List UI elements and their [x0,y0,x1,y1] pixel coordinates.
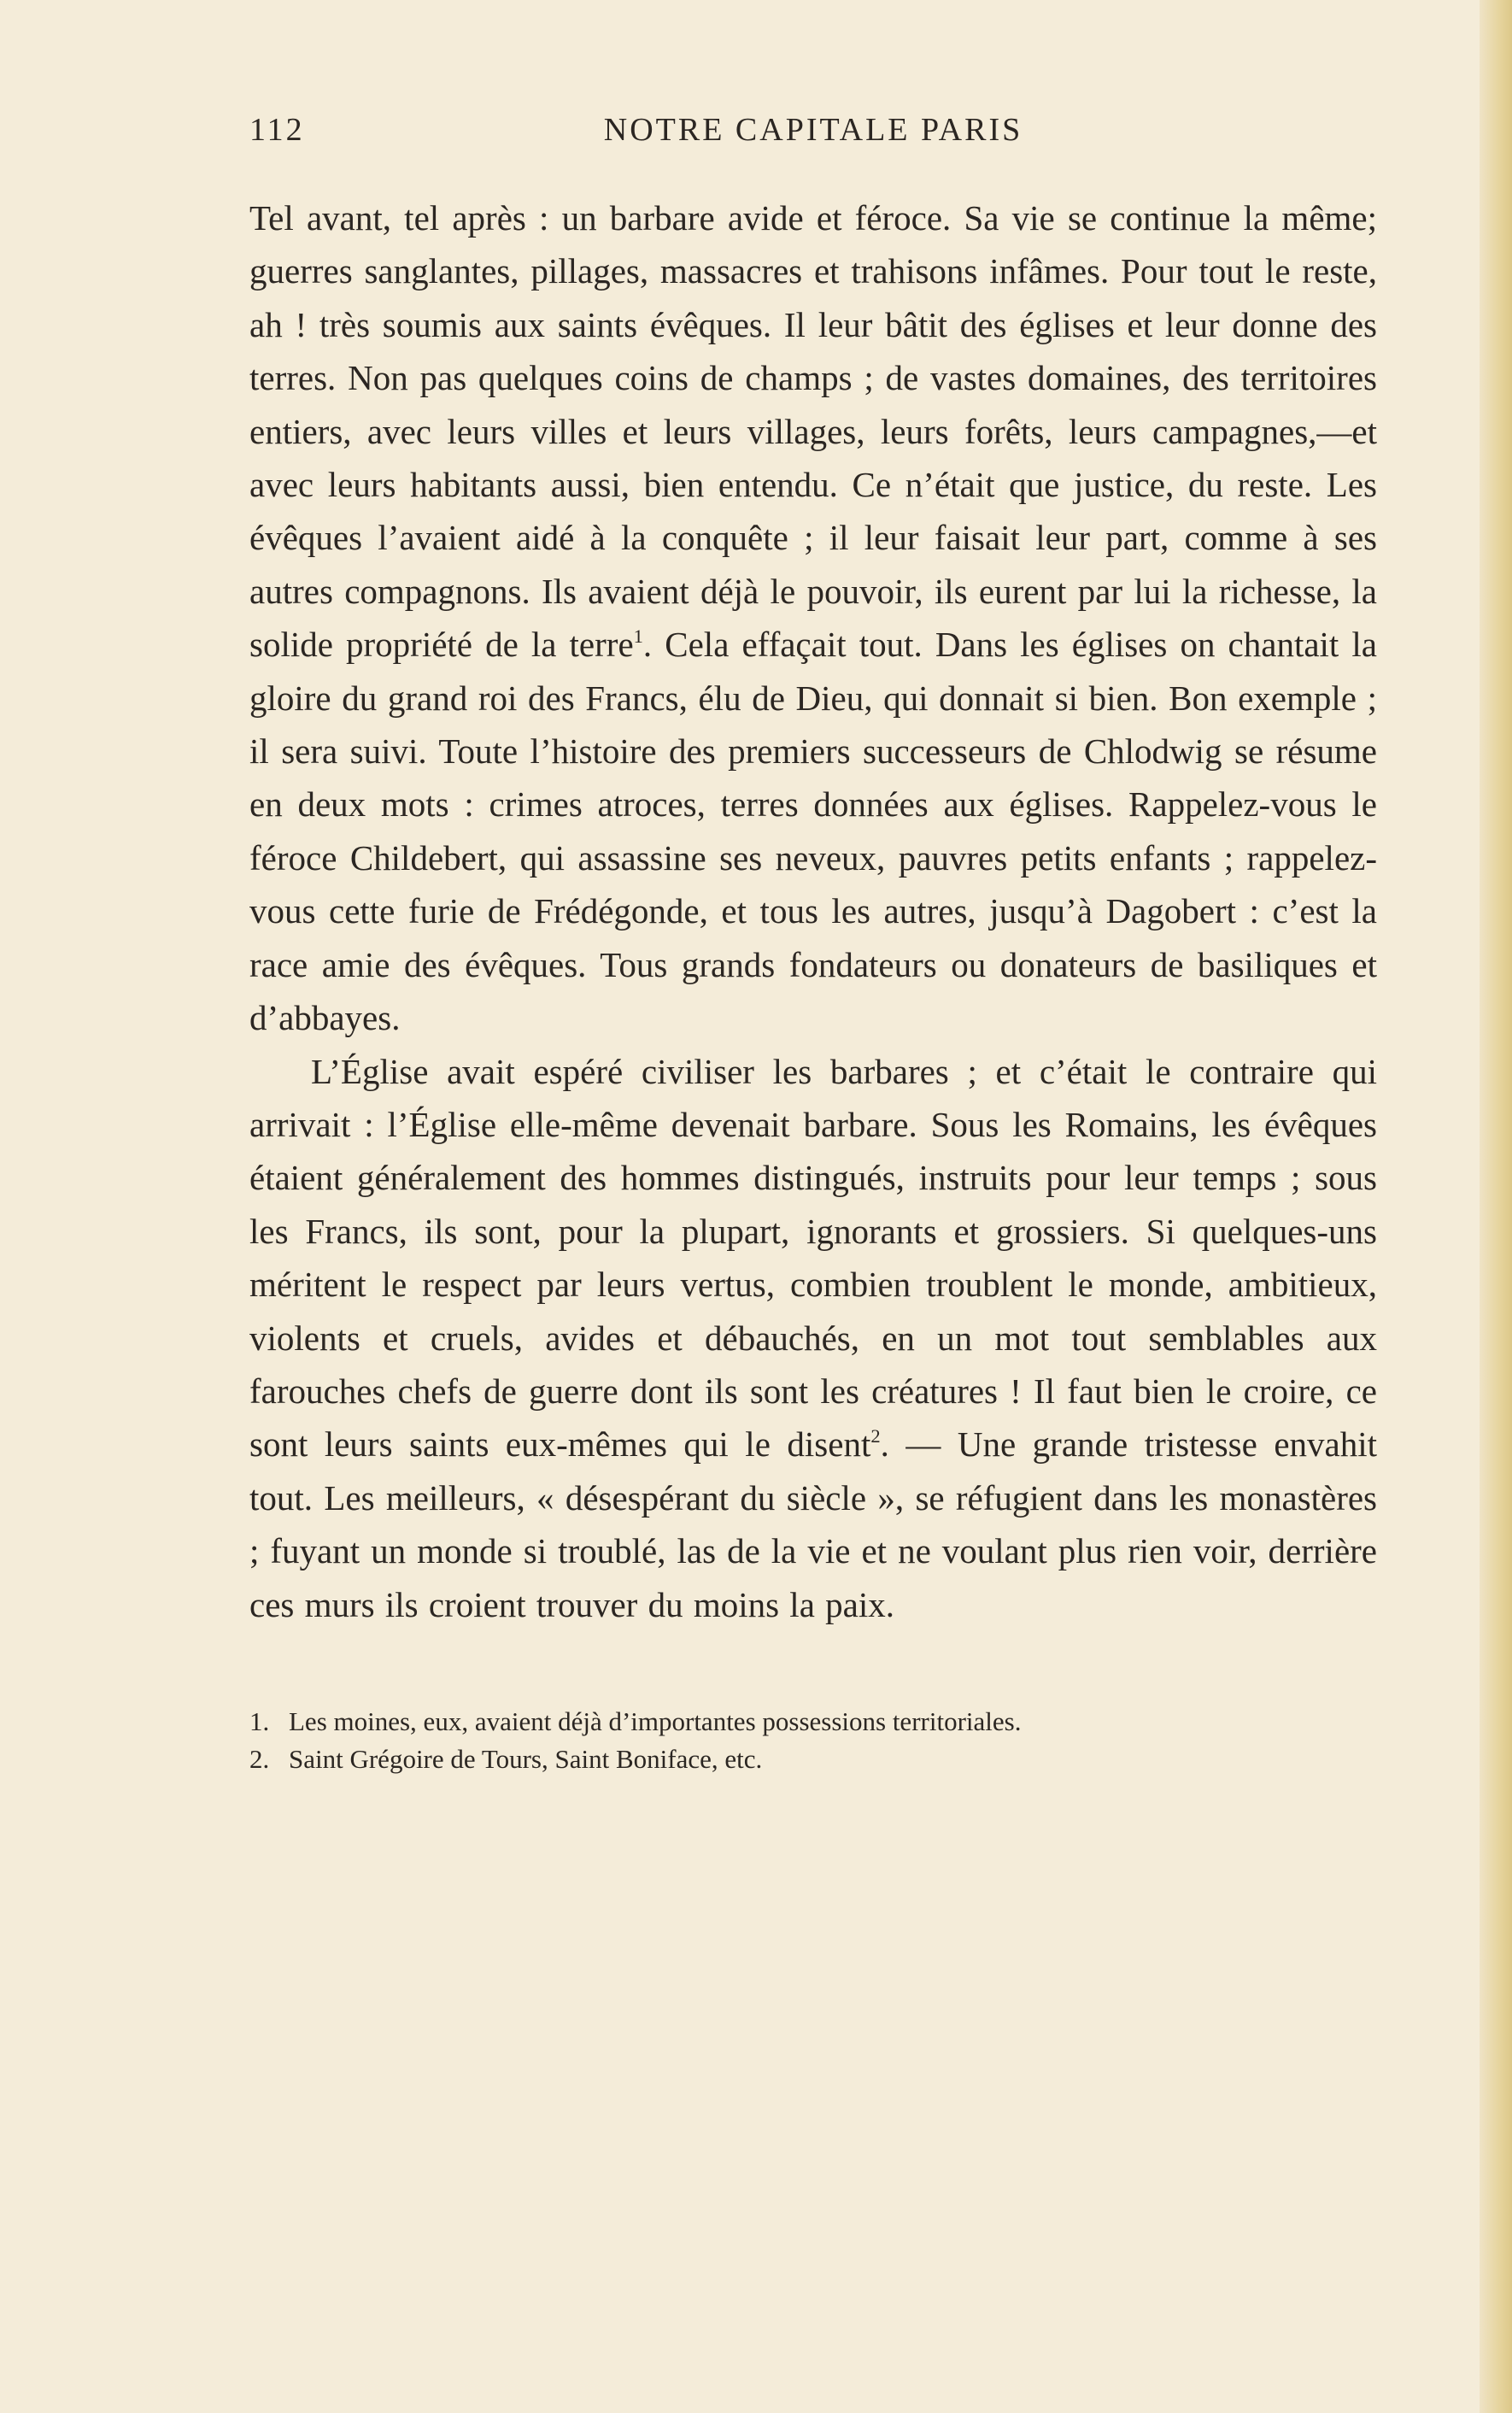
running-header [249,111,1377,166]
paragraph-1-text-b: . Cela effaçait tout. Dans les églises on chantait la gloire du grand roi des Francs, élu de Dieu, qui donnait si bien. Bon exemple ; il sera suivi. Toute l’histoire des premiers successeurs de Chlodwig se résume en deux mots : crimes atroces, terres données aux églises. Rappelez-vous le féroce Childebert, qui assassine ses neveux, pauvres petits enfants ; rappelez-vous cette furie de Frédégonde, et tous les autres, jusqu’à Dagobert : c’est la race amie des évêques. Tous grands fondateurs ou donateurs de basiliques et d’abbayes. [249,625,1377,1038]
footnote-2-text: Saint Grégoire de Tours, Saint Boniface, etc. [289,1743,763,1774]
paragraph-1 [249,191,1377,1045]
paragraph-1-text-a: Tel avant, tel après : un barbare avide et féroce. Sa vie se continue la même; guerres sanglantes, pillages, massacres et trahisons infâmes. Pour tout le reste, ah ! très soumis aux saints évêques. Il leur bâtit des églises et leur donne des terres. Non pas quelques coins de champs ; de vastes domaines, des territoires entiers, avec leurs villes et leurs villages, leurs forêts, leurs campagnes,—et avec leurs habitants aussi, bien entendu. Ce n’était que justice, du reste. Les évêques l’avaient aidé à la conquête ; il leur faisait leur part, comme à ses autres compagnons. Ils avaient déjà le pouvoir, ils eurent par lui la richesse, la solide propriété de la terre [249,198,1377,665]
paragraph-2 [249,1045,1377,1631]
paragraph-2-text-b: . — Une grande tristesse envahit tout. Les meilleurs, « désespérant du siècle », se réfugient dans les monastères ; fuyant un monde si troublé, las de la vie et ne voulant plus rien voir, derrière ces murs ils croient trouver du moins la paix. [249,1424,1377,1624]
footnote-1-number: 1. [249,1706,270,1736]
footnote-reference-2: 2 [870,1425,881,1447]
footnote-2 [249,1741,1377,1778]
body-text [249,191,1377,1631]
book-page [249,111,1377,1778]
footnote-1-text: Les moines, eux, avaient déjà d’importantes possessions territoriales. [289,1706,1022,1736]
footnotes [249,1703,1377,1778]
footnote-1 [249,1703,1377,1741]
footnote-2-number: 2. [249,1743,270,1774]
paragraph-2-text-a: L’Église avait espéré civiliser les barbares ; et c’était le contraire qui arrivait : l’Église elle-même devenait barbare. Sous les Romains, les évêques étaient généralement des hommes distingués, instruits pour leur temps ; sous les Francs, ils sont, pour la plupart, ignorants et grossiers. Si quelques-uns méritent le respect par leurs vertus, combien troublent le monde, ambitieux, violents et cruels, avides et débauchés, en un mot tout semblables aux farouches chefs de guerre dont ils sont les créatures ! Il faut bien le croire, ce sont leurs saints eux-mêmes qui le disent [249,1051,1377,1465]
page-edge-shadow [1480,0,1512,2413]
running-title: NOTRE CAPITALE PARIS [603,112,1023,148]
footnote-reference-1: 1 [633,625,643,648]
page-number: 112 [249,112,305,148]
